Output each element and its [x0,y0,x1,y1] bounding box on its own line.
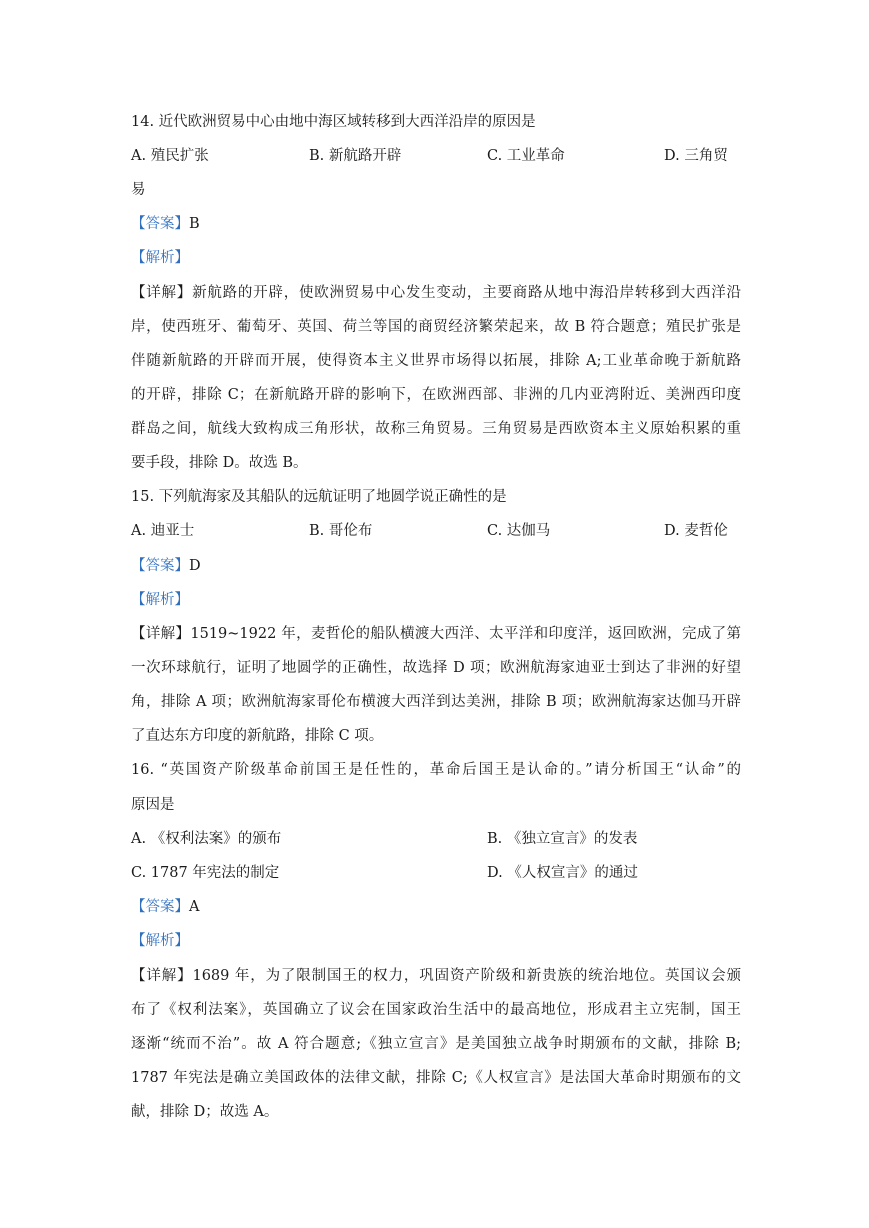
q16-question-line-2: 原因是 [131,797,175,813]
detail-tag: 【详解】 [131,285,193,301]
q15-question: 15. 下列航海家及其船队的远航证明了地圆学说正确性的是 [131,489,507,505]
q14-detail-line-4: 的开辟，排除 C；在新航路开辟的影响下，在欧洲西部、非洲的几内亚湾附近、美洲西印度 [131,387,741,403]
q16-detail-line-3: 逐渐“统而不治”。故 A 符合题意;《独立宣言》是美国独立战争时期颁布的文献，排除 B; [131,1036,741,1052]
q16-detail-line-4: 1787 年宪法是确立美国政体的法律文献，排除 C;《人权宣言》是法国大革命时期颁布的文 [131,1070,741,1086]
q16-option-c: C. 1787 年宪法的制定 [131,865,280,881]
q15-answer [131,556,741,576]
analysis-tag: 【解析】 [131,933,189,949]
q16-detail-line-2: 布了《权利法案》，英国确立了议会在国家政治生活中的最高地位，形成君主立宪制，国王 [131,1002,741,1018]
answer-value: D [189,558,201,574]
q14-option-d-continued: 易 [131,182,146,198]
q16-answer [131,897,741,917]
q15-option-d: D. 麦哲伦 [664,523,728,539]
detail-tag: 【详解】 [131,626,191,642]
q15-analysis-heading [131,590,741,610]
q16-question-line-1: 16. “英国资产阶级革命前国王是任性的，革命后国王是认命的。”请分析国王“认命”的 [131,762,741,778]
detail-tag: 【详解】 [131,968,193,984]
answer-tag: 【答案】 [131,558,189,574]
q15-option-a: A. 迪亚士 [131,523,195,539]
detail-text: 新航路的开辟，使欧洲贸易中心发生变动，主要商路从地中海沿岸转移到大西洋沿 [192,285,741,301]
q16-detail-line-5: 献，排除 D；故选 A。 [131,1104,279,1120]
q14-detail-line-1 [131,283,741,303]
q14-detail-line-6: 要手段，排除 D。故选 B。 [131,455,308,471]
q15-detail-line-2: 一次环球航行，证明了地圆学的正确性，故选择 D 项；欧洲航海家迪亚士到达了非洲的好望 [131,660,741,676]
q14-answer [131,214,741,234]
answer-tag: 【答案】 [131,216,189,232]
detail-text: 1519~1922 年，麦哲伦的船队横渡大西洋、太平洋和印度洋，返回欧洲，完成了第 [190,626,741,642]
q14-option-c: C. 工业革命 [487,148,565,164]
q14-option-a: A. 殖民扩张 [131,148,209,164]
answer-tag: 【答案】 [131,899,189,915]
q16-option-a: A. 《权利法案》的颁布 [131,831,282,847]
answer-value: B [189,216,200,232]
analysis-tag: 【解析】 [131,592,189,608]
q15-option-c: C. 达伽马 [487,523,551,539]
q15-detail-line-4: 了直达东方印度的新航路，排除 C 项。 [131,728,384,744]
answer-value: A [189,899,200,915]
q14-question: 14. 近代欧洲贸易中心由地中海区域转移到大西洋沿岸的原因是 [131,114,536,130]
q16-option-d: D. 《人权宣言》的通过 [487,865,638,881]
q14-detail-line-3: 伴随新航路的开辟而开展，使得资本主义世界市场得以拓展，排除 A;工业革命晚于新航路 [131,353,741,369]
q14-option-d: D. 三角贸 [664,148,728,164]
analysis-tag: 【解析】 [131,250,189,266]
q16-analysis-heading [131,931,741,951]
q15-detail-line-3: 角，排除 A 项；欧洲航海家哥伦布横渡大西洋到达美洲，排除 B 项；欧洲航海家达伽马开辟 [131,694,741,710]
q14-option-b: B. 新航路开辟 [309,148,402,164]
detail-text: 1689 年，为了限制国王的权力，巩固资产阶级和新贵族的统治地位。英国议会颁 [192,968,741,984]
q15-detail-line-1 [131,624,741,644]
q16-option-b: B. 《独立宣言》的发表 [487,831,638,847]
q16-detail-line-1 [131,966,741,986]
q15-option-b: B. 哥伦布 [309,523,373,539]
q14-analysis-heading [131,248,741,268]
q14-detail-line-5: 群岛之间，航线大致构成三角形状，故称三角贸易。三角贸易是西欧资本主义原始积累的重 [131,421,741,437]
q14-detail-line-2: 岸，使西班牙、葡萄牙、英国、荷兰等国的商贸经济繁荣起来，故 B 符合题意；殖民扩张是 [131,319,741,335]
